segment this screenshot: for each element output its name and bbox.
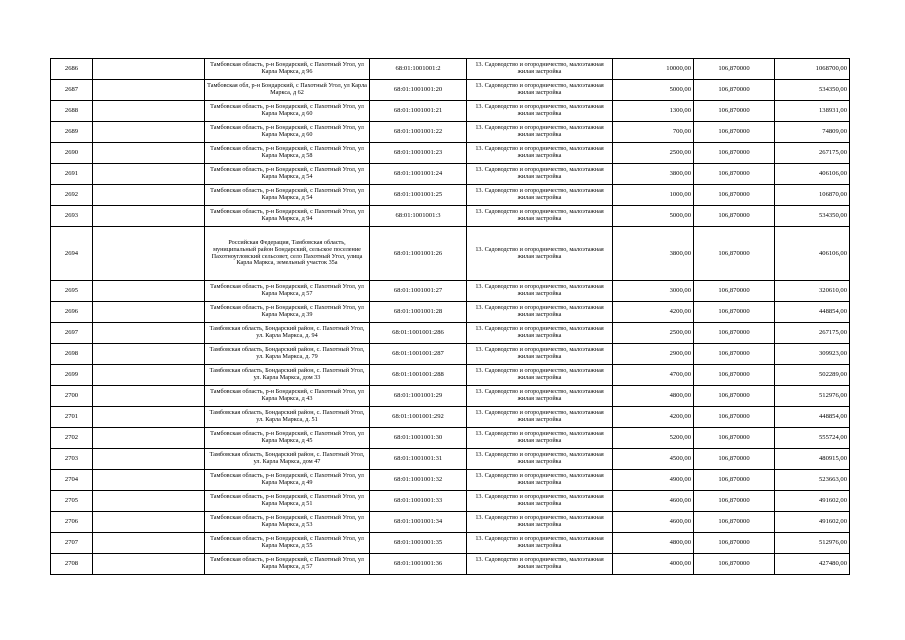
address-cell: Российская Федерация, Тамбовская область, муниципальный район Бондарский, сельское поселение Пахотноугловский сельсовет, село Пахотный Угол, улица Карла Маркса, земельный участок 35а: [205, 227, 370, 281]
rate-cell: 106,870000: [694, 491, 775, 512]
table-row: [51, 554, 850, 575]
cadastral-value-cell: 512976,00: [775, 533, 850, 554]
address-cell: Тамбовская область, р-н Бондарский, с Пахотный Угол, ул Карла Маркса, д 60: [205, 101, 370, 122]
empty-cell: [93, 143, 205, 164]
cadastral-number-cell: 68:01:1001001:26: [370, 227, 467, 281]
table-row: [51, 449, 850, 470]
cadastral-value-cell: 138931,00: [775, 101, 850, 122]
cadastral-number-cell: 68:01:1001001:2: [370, 59, 467, 80]
land-use-cell: 13. Садоводство и огородничество, малоэтажная жилая застройка: [467, 344, 613, 365]
land-use-cell: 13. Садоводство и огородничество, малоэтажная жилая застройка: [467, 386, 613, 407]
land-use-cell: 13. Садоводство и огородничество, малоэтажная жилая застройка: [467, 59, 613, 80]
address-cell: Тамбовская область, р-н Бондарский, с Пахотный Угол, ул Карла Маркса, д 55: [205, 533, 370, 554]
area-cell: 700,00: [613, 122, 694, 143]
row-number-cell: 2692: [51, 185, 93, 206]
cadastral-number-cell: 68:01:1001001:30: [370, 428, 467, 449]
empty-cell: [93, 386, 205, 407]
table-row: [51, 59, 850, 80]
empty-cell: [93, 554, 205, 575]
area-cell: 4700,00: [613, 365, 694, 386]
area-cell: 1000,00: [613, 185, 694, 206]
land-use-cell: 13. Садоводство и огородничество, малоэтажная жилая застройка: [467, 281, 613, 302]
table-row: [51, 164, 850, 185]
empty-cell: [93, 122, 205, 143]
rate-cell: 106,870000: [694, 365, 775, 386]
cadastral-value-cell: 448854,00: [775, 407, 850, 428]
area-cell: 4800,00: [613, 386, 694, 407]
row-number-cell: 2703: [51, 449, 93, 470]
table-row: [51, 365, 850, 386]
cadastral-value-cell: 406106,00: [775, 164, 850, 185]
cadastral-value-cell: 74809,00: [775, 122, 850, 143]
land-use-cell: 13. Садоводство и огородничество, малоэтажная жилая застройка: [467, 533, 613, 554]
cadastral-value-cell: 502289,00: [775, 365, 850, 386]
area-cell: 2500,00: [613, 323, 694, 344]
rate-cell: 106,870000: [694, 227, 775, 281]
address-cell: Тамбовская область, р-н Бондарский, с Пахотный Угол, ул Карла Маркса, д 54: [205, 164, 370, 185]
rate-cell: 106,870000: [694, 59, 775, 80]
area-cell: 10000,00: [613, 59, 694, 80]
cadastral-number-cell: 68:01:1001001:27: [370, 281, 467, 302]
row-number-cell: 2701: [51, 407, 93, 428]
table-row: [51, 386, 850, 407]
empty-cell: [93, 323, 205, 344]
table-row: [51, 512, 850, 533]
address-cell: Тамбовская область, Бондарский район, с. Пахотный Угол, ул. Карла Маркса, д. 51: [205, 407, 370, 428]
cadastral-number-cell: 68:01:1001001:286: [370, 323, 467, 344]
row-number-cell: 2699: [51, 365, 93, 386]
cadastral-number-cell: 68:01:1001001:32: [370, 470, 467, 491]
empty-cell: [93, 101, 205, 122]
rate-cell: 106,870000: [694, 80, 775, 101]
rate-cell: 106,870000: [694, 143, 775, 164]
address-cell: Тамбовская область, р-н Бондарский, с Пахотный Угол, ул Карла Маркса, д 96: [205, 59, 370, 80]
address-cell: Тамбовская область, р-н Бондарский, с Пахотный Угол, ул Карла Маркса, д 53: [205, 512, 370, 533]
area-cell: 4600,00: [613, 512, 694, 533]
cadastral-value-cell: 267175,00: [775, 323, 850, 344]
area-cell: 4800,00: [613, 533, 694, 554]
area-cell: 3000,00: [613, 281, 694, 302]
cadastral-number-cell: 68:01:1001001:21: [370, 101, 467, 122]
empty-cell: [93, 80, 205, 101]
area-cell: 3800,00: [613, 164, 694, 185]
cadastral-value-cell: 491602,00: [775, 491, 850, 512]
table-row: [51, 206, 850, 227]
rate-cell: 106,870000: [694, 164, 775, 185]
row-number-cell: 2706: [51, 512, 93, 533]
rate-cell: 106,870000: [694, 344, 775, 365]
empty-cell: [93, 302, 205, 323]
table-row: [51, 344, 850, 365]
cadastral-number-cell: 68:01:1001001:31: [370, 449, 467, 470]
empty-cell: [93, 206, 205, 227]
cadastral-number-cell: 68:01:1001001:20: [370, 80, 467, 101]
cadastral-number-cell: 68:01:1001001:3: [370, 206, 467, 227]
land-use-cell: 13. Садоводство и огородничество, малоэтажная жилая застройка: [467, 101, 613, 122]
rate-cell: 106,870000: [694, 386, 775, 407]
table-row: [51, 101, 850, 122]
cadastral-value-cell: 106870,00: [775, 185, 850, 206]
area-cell: 2500,00: [613, 143, 694, 164]
cadastral-value-cell: 512976,00: [775, 386, 850, 407]
row-number-cell: 2697: [51, 323, 93, 344]
cadastral-value-cell: 427480,00: [775, 554, 850, 575]
empty-cell: [93, 59, 205, 80]
rate-cell: 106,870000: [694, 323, 775, 344]
cadastral-number-cell: 68:01:1001001:22: [370, 122, 467, 143]
empty-cell: [93, 470, 205, 491]
empty-cell: [93, 428, 205, 449]
area-cell: 4500,00: [613, 449, 694, 470]
row-number-cell: 2708: [51, 554, 93, 575]
empty-cell: [93, 533, 205, 554]
cadastral-value-cell: 320610,00: [775, 281, 850, 302]
land-use-cell: 13. Садоводство и огородничество, малоэтажная жилая застройка: [467, 185, 613, 206]
cadastral-value-cell: 523663,00: [775, 470, 850, 491]
address-cell: Тамбовская обл, р-н Бондарский, с Пахотный Угол, ул Карла Маркса, д 62: [205, 80, 370, 101]
cadastral-value-cell: 309923,00: [775, 344, 850, 365]
land-use-cell: 13. Садоводство и огородничество, малоэтажная жилая застройка: [467, 80, 613, 101]
address-cell: Тамбовская область, р-н Бондарский, с Пахотный Угол, ул Карла Маркса, д 58: [205, 143, 370, 164]
rate-cell: 106,870000: [694, 449, 775, 470]
land-use-cell: 13. Садоводство и огородничество, малоэтажная жилая застройка: [467, 407, 613, 428]
address-cell: Тамбовская область, р-н Бондарский, с Пахотный Угол, ул Карла Маркса, д 39: [205, 302, 370, 323]
cadastral-number-cell: 68:01:1001001:292: [370, 407, 467, 428]
table-row: [51, 143, 850, 164]
row-number-cell: 2691: [51, 164, 93, 185]
address-cell: Тамбовская область, р-н Бондарский, с Пахотный Угол, ул Карла Маркса, д 94: [205, 206, 370, 227]
area-cell: 5000,00: [613, 80, 694, 101]
rate-cell: 106,870000: [694, 533, 775, 554]
address-cell: Тамбовская область, р-н Бондарский, с Пахотный Угол, ул Карла Маркса, д 43: [205, 386, 370, 407]
cadastral-number-cell: 68:01:1001001:28: [370, 302, 467, 323]
land-use-cell: 13. Садоводство и огородничество, малоэтажная жилая застройка: [467, 491, 613, 512]
cadastral-value-cell: 1068700,00: [775, 59, 850, 80]
address-cell: Тамбовская область, Бондарский район, с. Пахотный Угол, ул. Карла Маркса, д. 79: [205, 344, 370, 365]
table-row: [51, 323, 850, 344]
area-cell: 2900,00: [613, 344, 694, 365]
area-cell: 4200,00: [613, 302, 694, 323]
row-number-cell: 2700: [51, 386, 93, 407]
land-use-cell: 13. Садоводство и огородничество, малоэтажная жилая застройка: [467, 227, 613, 281]
rate-cell: 106,870000: [694, 407, 775, 428]
row-number-cell: 2695: [51, 281, 93, 302]
area-cell: 1300,00: [613, 101, 694, 122]
land-use-cell: 13. Садоводство и огородничество, малоэтажная жилая застройка: [467, 206, 613, 227]
table-row: [51, 281, 850, 302]
land-parcel-table: [50, 58, 850, 575]
address-cell: Тамбовская область, р-н Бондарский, с Пахотный Угол, ул Карла Маркса, д 54: [205, 185, 370, 206]
cadastral-number-cell: 68:01:1001001:29: [370, 386, 467, 407]
land-use-cell: 13. Садоводство и огородничество, малоэтажная жилая застройка: [467, 470, 613, 491]
rate-cell: 106,870000: [694, 470, 775, 491]
rate-cell: 106,870000: [694, 122, 775, 143]
table-row: [51, 122, 850, 143]
row-number-cell: 2702: [51, 428, 93, 449]
empty-cell: [93, 512, 205, 533]
land-use-cell: 13. Садоводство и огородничество, малоэтажная жилая застройка: [467, 449, 613, 470]
table-row: [51, 302, 850, 323]
land-use-cell: 13. Садоводство и огородничество, малоэтажная жилая застройка: [467, 428, 613, 449]
row-number-cell: 2686: [51, 59, 93, 80]
cadastral-value-cell: 406106,00: [775, 227, 850, 281]
area-cell: 5000,00: [613, 206, 694, 227]
empty-cell: [93, 344, 205, 365]
land-use-cell: 13. Садоводство и огородничество, малоэтажная жилая застройка: [467, 554, 613, 575]
cadastral-number-cell: 68:01:1001001:35: [370, 533, 467, 554]
cadastral-number-cell: 68:01:1001001:287: [370, 344, 467, 365]
row-number-cell: 2704: [51, 470, 93, 491]
row-number-cell: 2689: [51, 122, 93, 143]
table-row: [51, 491, 850, 512]
area-cell: 4600,00: [613, 491, 694, 512]
address-cell: Тамбовская область, р-н Бондарский, с Пахотный Угол, ул Карла Маркса, д 60: [205, 122, 370, 143]
row-number-cell: 2705: [51, 491, 93, 512]
empty-cell: [93, 491, 205, 512]
land-use-cell: 13. Садоводство и огородничество, малоэтажная жилая застройка: [467, 122, 613, 143]
row-number-cell: 2698: [51, 344, 93, 365]
rate-cell: 106,870000: [694, 185, 775, 206]
land-use-cell: 13. Садоводство и огородничество, малоэтажная жилая застройка: [467, 302, 613, 323]
row-number-cell: 2687: [51, 80, 93, 101]
address-cell: Тамбовская область, р-н Бондарский, с Пахотный Угол, ул Карла Маркса, д 45: [205, 428, 370, 449]
table-row: [51, 533, 850, 554]
address-cell: Тамбовская область, р-н Бондарский, с Пахотный Угол, ул Карла Маркса, д 57: [205, 281, 370, 302]
table-row: [51, 80, 850, 101]
land-use-cell: 13. Садоводство и огородничество, малоэтажная жилая застройка: [467, 512, 613, 533]
area-cell: 3800,00: [613, 227, 694, 281]
empty-cell: [93, 185, 205, 206]
area-cell: 4900,00: [613, 470, 694, 491]
empty-cell: [93, 365, 205, 386]
cadastral-value-cell: 448854,00: [775, 302, 850, 323]
cadastral-value-cell: 534350,00: [775, 206, 850, 227]
address-cell: Тамбовская область, р-н Бондарский, с Пахотный Угол, ул Карла Маркса, д 49: [205, 470, 370, 491]
cadastral-value-cell: 491602,00: [775, 512, 850, 533]
row-number-cell: 2693: [51, 206, 93, 227]
rate-cell: 106,870000: [694, 302, 775, 323]
land-use-cell: 13. Садоводство и огородничество, малоэтажная жилая застройка: [467, 365, 613, 386]
rate-cell: 106,870000: [694, 428, 775, 449]
empty-cell: [93, 407, 205, 428]
rate-cell: 106,870000: [694, 101, 775, 122]
row-number-cell: 2696: [51, 302, 93, 323]
table-row: [51, 407, 850, 428]
area-cell: 4200,00: [613, 407, 694, 428]
row-number-cell: 2694: [51, 227, 93, 281]
address-cell: Тамбовская область, р-н Бондарский, с Пахотный Угол, ул Карла Маркса, д 57: [205, 554, 370, 575]
address-cell: Тамбовская область, Бондарский район, с. Пахотный Угол, ул. Карла Маркса, д. 94: [205, 323, 370, 344]
row-number-cell: 2690: [51, 143, 93, 164]
row-number-cell: 2688: [51, 101, 93, 122]
table-row: [51, 227, 850, 281]
cadastral-number-cell: 68:01:1001001:33: [370, 491, 467, 512]
land-use-cell: 13. Садоводство и огородничество, малоэтажная жилая застройка: [467, 143, 613, 164]
land-use-cell: 13. Садоводство и огородничество, малоэтажная жилая застройка: [467, 323, 613, 344]
area-cell: 5200,00: [613, 428, 694, 449]
cadastral-value-cell: 534350,00: [775, 80, 850, 101]
area-cell: 4000,00: [613, 554, 694, 575]
cadastral-number-cell: 68:01:1001001:24: [370, 164, 467, 185]
table-row: [51, 185, 850, 206]
cadastral-number-cell: 68:01:1001001:25: [370, 185, 467, 206]
cadastral-number-cell: 68:01:1001001:288: [370, 365, 467, 386]
cadastral-value-cell: 555724,00: [775, 428, 850, 449]
cadastral-number-cell: 68:01:1001001:36: [370, 554, 467, 575]
row-number-cell: 2707: [51, 533, 93, 554]
empty-cell: [93, 449, 205, 470]
rate-cell: 106,870000: [694, 554, 775, 575]
empty-cell: [93, 281, 205, 302]
rate-cell: 106,870000: [694, 206, 775, 227]
table-row: [51, 470, 850, 491]
empty-cell: [93, 227, 205, 281]
address-cell: Тамбовская область, Бондарский район, с. Пахотный Угол, ул. Карла Маркса, дом 47: [205, 449, 370, 470]
rate-cell: 106,870000: [694, 512, 775, 533]
table-row: [51, 428, 850, 449]
cadastral-number-cell: 68:01:1001001:34: [370, 512, 467, 533]
address-cell: Тамбовская область, р-н Бондарский, с Пахотный Угол, ул Карла Маркса, д 51: [205, 491, 370, 512]
address-cell: Тамбовская область, Бондарский район, с. Пахотный Угол, ул. Карла Маркса, дом 33: [205, 365, 370, 386]
land-use-cell: 13. Садоводство и огородничество, малоэтажная жилая застройка: [467, 164, 613, 185]
empty-cell: [93, 164, 205, 185]
cadastral-number-cell: 68:01:1001001:23: [370, 143, 467, 164]
cadastral-value-cell: 267175,00: [775, 143, 850, 164]
cadastral-value-cell: 480915,00: [775, 449, 850, 470]
rate-cell: 106,870000: [694, 281, 775, 302]
